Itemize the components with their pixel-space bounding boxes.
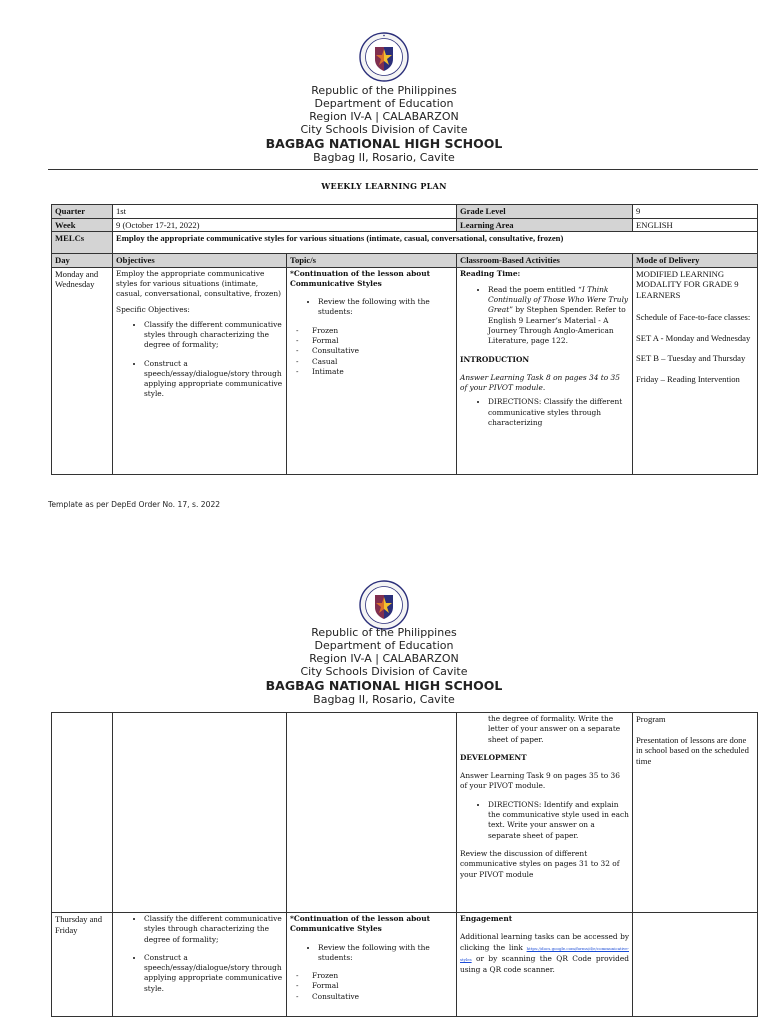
- letterhead-department: Department of Education: [314, 639, 454, 652]
- mode-friday: Friday – Reading Intervention: [636, 373, 740, 384]
- mode-presentation: Presentation of lessons are done in school based on the scheduled time: [636, 734, 749, 766]
- letterhead-school: BAGBAG NATIONAL HIGH SCHOOL: [265, 678, 503, 693]
- mode-set-a: SET A - Monday and Wednesday: [636, 332, 751, 343]
- area-value: ENGLISH: [633, 218, 758, 232]
- melcs-row: [52, 232, 758, 254]
- area-label: Learning Area: [457, 218, 633, 232]
- letterhead-region: Region IV-A | CALABARZON: [309, 652, 459, 665]
- letterhead: [0, 84, 768, 164]
- introduction-directions: [460, 397, 629, 428]
- topic-bullets: [290, 943, 453, 964]
- styles-list: [290, 326, 453, 377]
- week-row: [52, 218, 758, 232]
- mode-schedule: Schedule of Face-to-face classes:: [636, 312, 751, 322]
- development-text: Answer Learning Task 9 on pages 35 to 36 of your PIVOT module.: [460, 771, 620, 791]
- letterhead-address: Bagbag II, Rosario, Cavite: [313, 151, 455, 164]
- engagement-link[interactable]: https://docs.google.com/forms/d/e/communicative-styles: [460, 945, 629, 962]
- learning-plan-table: [51, 204, 758, 475]
- topics-cell: [287, 267, 457, 474]
- mode-cell: [633, 713, 758, 913]
- col-activities: Classroom-Based Activities: [457, 254, 633, 268]
- col-mode: Mode of Delivery: [633, 254, 758, 268]
- col-topics: Topic/s: [287, 254, 457, 268]
- col-day: Day: [52, 254, 113, 268]
- row-monday-wednesday-continued: [52, 713, 758, 913]
- quarter-value-text: 1st: [116, 206, 127, 216]
- day-cell: Monday and Wednesday: [52, 267, 113, 474]
- list-item: - Consultative: [312, 346, 453, 356]
- melcs-value: Employ the appropriate communicative styles for various situations (intimate, casual, conversational, consultative, frozen): [113, 232, 758, 254]
- specific-objectives-list: [116, 914, 283, 994]
- objectives-cell: [113, 713, 287, 913]
- topics-cell: [287, 713, 457, 913]
- col-objectives: Objectives: [113, 254, 287, 268]
- week-value: 9 (October 17-21, 2022): [113, 218, 457, 232]
- engagement-heading: Engagement: [460, 914, 513, 923]
- topics-cell: [287, 913, 457, 1017]
- direction-continued: the degree of formality. Write the letter of your answer on a separate sheet of paper.: [488, 714, 621, 744]
- quarter-value: [113, 205, 457, 219]
- review-text: Review the discussion of different communicative styles on pages 31 to 32 of your PIVOT module: [460, 848, 620, 879]
- list-item: • Review the following with the students:: [318, 943, 453, 964]
- quarter-label: Quarter: [52, 205, 113, 219]
- day-cell: [52, 713, 113, 913]
- engagement-post: or by scanning the QR Code provided using a QR code scanner.: [460, 953, 629, 975]
- week-label: Week: [52, 218, 113, 232]
- objectives-cell: [113, 913, 287, 1017]
- list-item: - Formal: [312, 336, 453, 346]
- objective-main: Employ the appropriate communicative styles for various situations (intimate, casual, conversational, consultative, frozen): [116, 268, 282, 299]
- engagement-pre: Additional learning tasks can be accessed by clicking the link: [460, 932, 629, 952]
- list-item: - Formal: [312, 981, 453, 991]
- row-thursday-friday: [52, 913, 758, 1017]
- reading-post: ” by Stephen Spender. Refer to English 9 Learner’s Material - A Journey Through Anglo-American Literature, page 122.: [488, 305, 626, 346]
- list-item: - Intimate: [312, 367, 453, 377]
- page-2: [0, 560, 768, 1024]
- engagement-text: [460, 932, 629, 975]
- reading-list: [460, 285, 629, 347]
- melcs-label: MELCs: [52, 232, 113, 254]
- letterhead: [0, 626, 768, 706]
- list-item: • Construct a speech/essay/dialogue/story through applying appropriate communicative style.: [144, 953, 283, 994]
- activities-cell: [457, 267, 633, 474]
- development-heading: DEVELOPMENT: [460, 752, 527, 762]
- document-title: WEEKLY LEARNING PLAN: [321, 181, 447, 191]
- letterhead-department: Department of Education: [314, 97, 454, 110]
- poem-title: I Think Continually of Those Who Were Truly Great: [488, 284, 629, 315]
- reading-pre: Read the poem entitled “: [488, 284, 582, 294]
- objectives-cell: [113, 267, 287, 474]
- column-header-row: [52, 254, 758, 268]
- template-footnote: Template as per DepEd Order No. 17, s. 2022: [48, 500, 221, 509]
- list-item: • Classify the different communicative styles through characterizing the degree of formality;: [144, 320, 283, 351]
- list-item: • DIRECTIONS: Identify and explain the communicative style used in each text. Write your answer on a separate sheet of paper.: [488, 800, 629, 841]
- list-item: [488, 285, 629, 347]
- list-item: • Review the following with the students:: [318, 297, 453, 318]
- list-item: • DIRECTIONS: Classify the different communicative styles through characterizing: [488, 397, 629, 428]
- list-item: - Casual: [312, 357, 453, 367]
- list-item: • Construct a speech/essay/dialogue/story through applying appropriate communicative style.: [144, 359, 283, 400]
- styles-list: [290, 971, 453, 1002]
- row-monday-wednesday: [52, 267, 758, 474]
- reading-heading: Reading Time:: [460, 268, 521, 278]
- list-item: - Frozen: [312, 326, 453, 336]
- letterhead-republic: Republic of the Philippines: [311, 626, 457, 639]
- letterhead-address: Bagbag II, Rosario, Cavite: [313, 693, 455, 706]
- activities-cell: [457, 913, 633, 1017]
- activities-cell: [457, 713, 633, 913]
- letterhead-region: Region IV-A | CALABARZON: [309, 110, 459, 123]
- letterhead-school: BAGBAG NATIONAL HIGH SCHOOL: [265, 136, 503, 151]
- mode-cell: [633, 913, 758, 1017]
- header-divider: [48, 169, 758, 170]
- mode-cell: [633, 267, 758, 474]
- mode-program: Program: [636, 714, 666, 724]
- introduction-text: Answer Learning Task 8 on pages 34 to 35 of your PIVOT module.: [460, 372, 620, 393]
- mode-modality: MODIFIED LEARNING MODALITY FOR GRADE 9 LEARNERS: [636, 268, 739, 300]
- learning-plan-table-continued: [51, 712, 758, 1017]
- grade-value: 9: [633, 205, 758, 219]
- list-item: - Consultative: [312, 992, 453, 1002]
- introduction-heading: INTRODUCTION: [460, 354, 530, 364]
- specific-objectives-list: [116, 320, 283, 400]
- specific-objectives-label: Specific Objectives:: [116, 305, 190, 315]
- topic-heading: *Continuation of the lesson about Communicative Styles: [290, 268, 431, 288]
- grade-label: Grade Level: [457, 205, 633, 219]
- list-item: - Frozen: [312, 971, 453, 981]
- development-directions: [460, 800, 629, 841]
- list-item: • Classify the different communicative styles through characterizing the degree of formality;: [144, 914, 283, 945]
- quarter-row: [52, 205, 758, 219]
- letterhead-division: City Schools Division of Cavite: [300, 665, 468, 678]
- day-cell: Thursday and Friday: [52, 913, 113, 1017]
- mode-set-b: SET B – Tuesday and Thursday: [636, 353, 746, 363]
- topic-bullets: [290, 297, 453, 318]
- deped-seal-icon: [359, 580, 409, 630]
- letterhead-division: City Schools Division of Cavite: [300, 123, 468, 136]
- topic-heading: *Continuation of the lesson about Communicative Styles: [290, 914, 431, 934]
- deped-seal-icon: [359, 32, 409, 82]
- letterhead-republic: Republic of the Philippines: [311, 84, 457, 97]
